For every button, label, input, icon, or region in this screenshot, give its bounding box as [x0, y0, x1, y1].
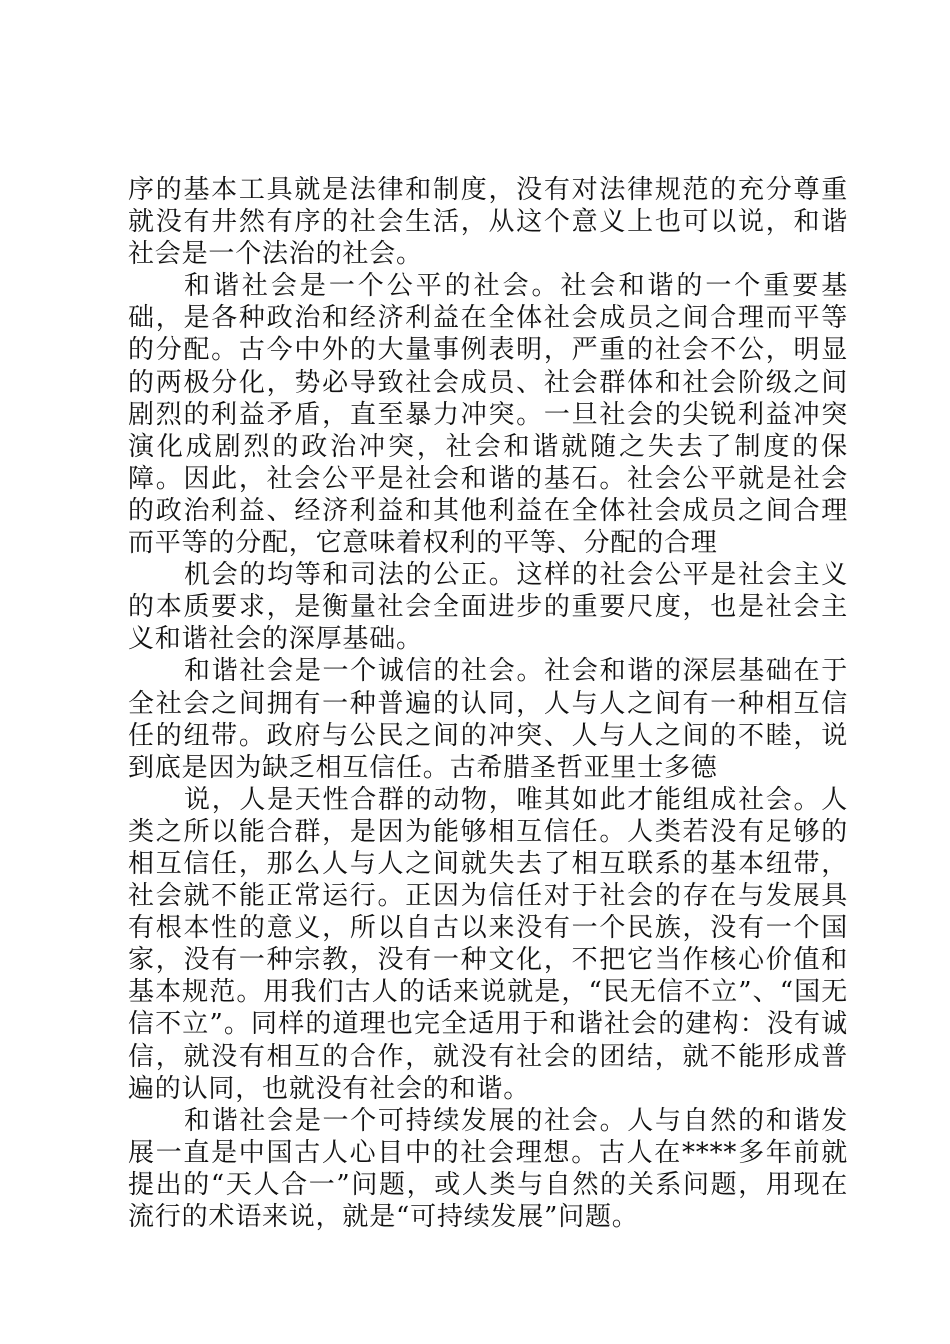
paragraph: 说，人是天性合群的动物，唯其如此才能组成社会。人类之所以能合群，是因为能够相互信任。人类若没有足够的相互信任，那么人与人之间就失去了相互联系的基本纽带，社会就不能正常运行。正因为信任对于社会的存在与发展具有根本性的意义，所以自古以来没有一个民族，没有一个国家，没有一种宗教，没有一种文化，不把它当作核心价值和基本规范。用我们古人的话来说就是，“民无信不立”、“国无信不立”。同样的道理也完全适用于和谐社会的建构：没有诚信，就没有相互的合作，就没有社会的团结，就不能形成普遍的认同，也就没有社会的和谐。: [128, 784, 848, 1104]
paragraph: 序的基本工具就是法律和制度，没有对法律规范的充分尊重就没有井然有序的社会生活，从这个意义上也可以说，和谐社会是一个法治的社会。: [128, 175, 848, 270]
paragraph: 和谐社会是一个可持续发展的社会。人与自然的和谐发展一直是中国古人心目中的社会理想。古人在****多年前就提出的“天人合一”问题，或人类与自然的关系问题，用现在流行的术语来说，就是“可持续发展”问题。: [128, 1105, 848, 1232]
paragraph: 机会的均等和司法的公正。这样的社会公平是社会主义的本质要求，是衡量社会全面进步的重要尺度，也是社会主义和谐社会的深厚基础。: [128, 560, 848, 655]
document-body: [128, 174, 848, 1233]
paragraph: 和谐社会是一个诚信的社会。社会和谐的深层基础在于全社会之间拥有一种普遍的认同，人与人之间有一种相互信任的纽带。政府与公民之间的冲突、人与人之间的不睦，说到底是因为缺乏相互信任。古希腊圣哲亚里士多德: [128, 656, 848, 783]
paragraph: 和谐社会是一个公平的社会。社会和谐的一个重要基础，是各种政治和经济利益在全体社会成员之间合理而平等的分配。古今中外的大量事例表明，严重的社会不公，明显的两极分化，势必导致社会成员、社会群体和社会阶级之间剧烈的利益矛盾，直至暴力冲突。一旦社会的尖锐利益冲突演化成剧烈的政治冲突，社会和谐就随之失去了制度的保障。因此，社会公平是社会和谐的基石。社会公平就是社会的政治利益、经济利益和其他利益在全体社会成员之间合理而平等的分配，它意味着权利的平等、分配的合理: [128, 271, 848, 559]
